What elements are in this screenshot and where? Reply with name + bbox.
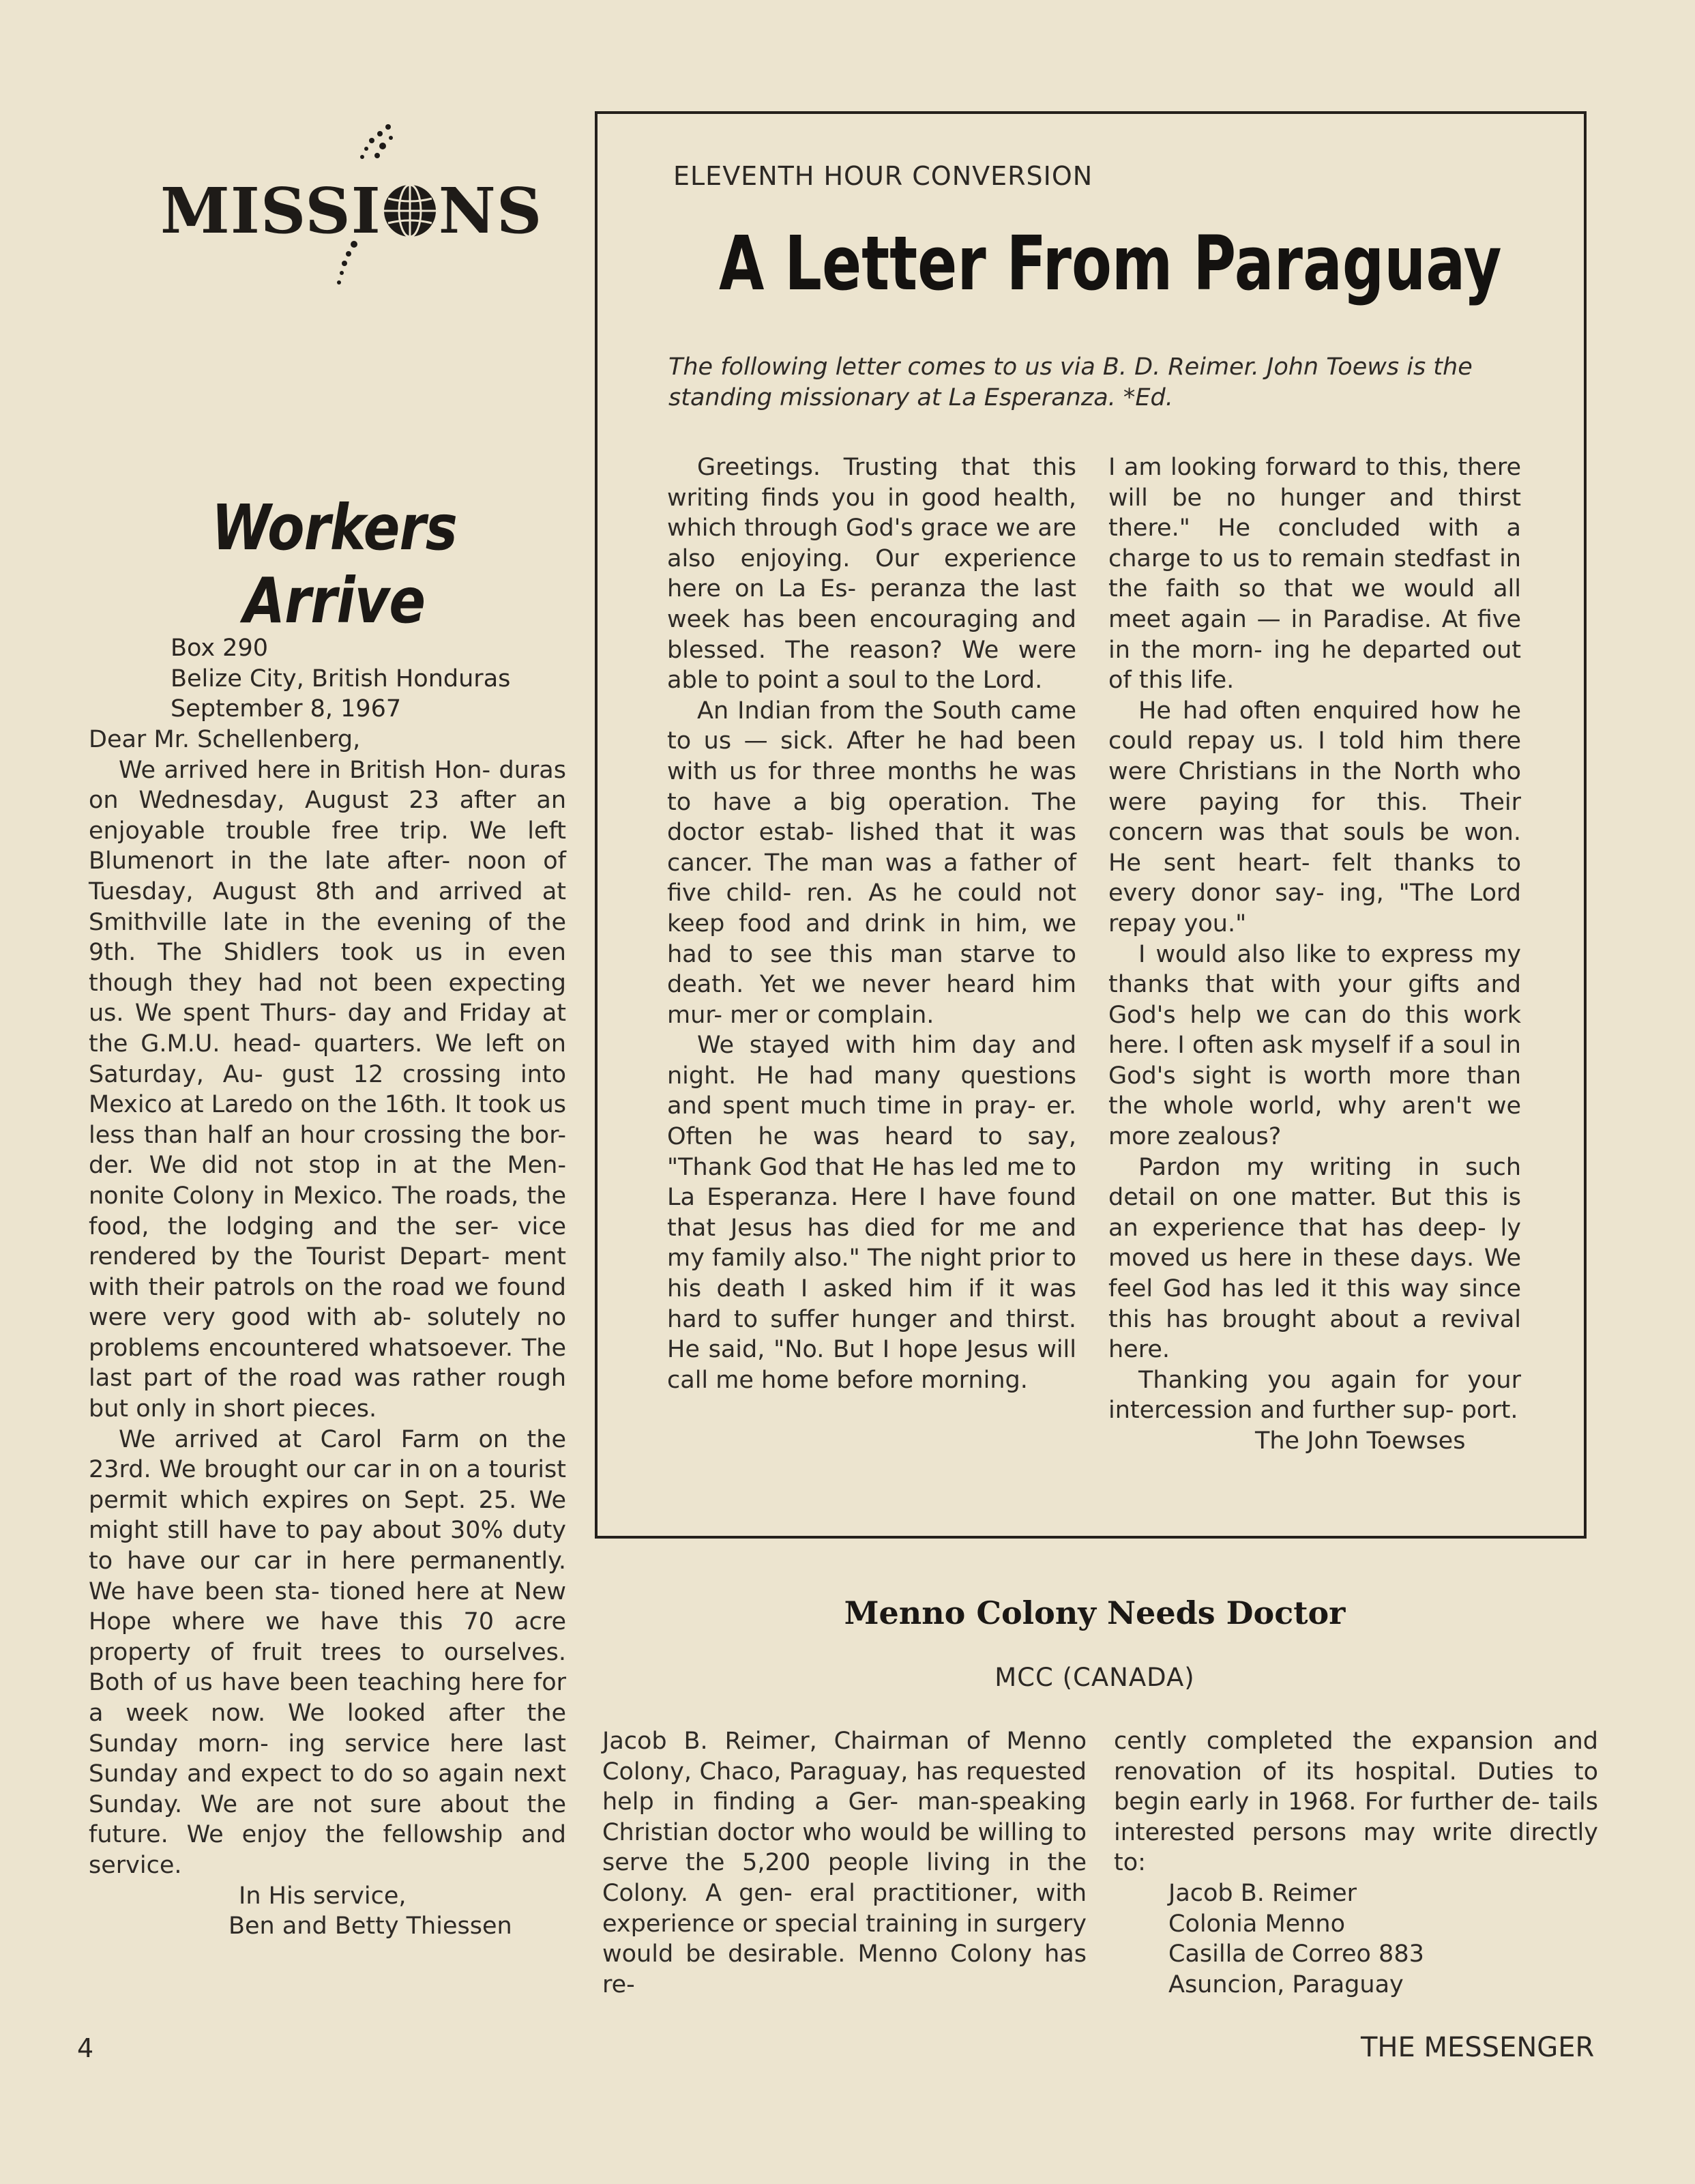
missions-wordmark: MISSI NS (160, 174, 543, 248)
globe-icon (381, 182, 439, 239)
paragraph: Pardon my writing in such detail on one matter. But this is an experience that has deep- ly moved us here in these days. We feel God has led it this way since this has brought about a revival here. (1108, 1153, 1521, 1364)
letter-intro: The following letter comes to us via B. D. Reimer. John Toews is the standing missionary at La Esperanza. *Ed. (668, 353, 1473, 411)
address-line: September 8, 1967 (171, 695, 402, 723)
magazine-name: THE MESSENGER (1361, 2032, 1595, 2063)
menno-source: MCC (CANADA) (994, 1663, 1195, 1692)
paragraph: Jacob B. Reimer, Chairman of Menno Colony, Chaco, Paraguay, has requested help in finding a Ger- man-speaking Christian doctor who would be willing to serve the 5,200 people living in the Colony. A gen- eral practitioner, with experience or special training in surgery would be desirable. Menno Colony has re- (602, 1728, 1087, 1998)
letter-column-1 (667, 452, 1076, 1395)
address-line: Belize City, British Honduras (171, 665, 511, 693)
workers-address-block (171, 633, 510, 725)
paragraph: I would also like to express my thanks that with your gifts and God's help we can do this work here. I often ask myself if a soul in God's sight is worth more than the whole world, why aren't we more zealous? (1108, 940, 1521, 1151)
page-number: 4 (77, 2033, 94, 2063)
signature: Ben and Betty Thiessen (229, 1912, 512, 1940)
signature: The John Toewses (1255, 1427, 1466, 1455)
paragraph: I am looking forward to this, there will be no hunger and thirst there." He concluded with a charge to us to remain stedfast in the faith so that we would all meet again — in Paradise. At five in the morn- ing he departed out of this life. (1108, 454, 1521, 695)
address-line: Colonia Menno (1168, 1910, 1345, 1938)
menno-address-block (1114, 1878, 1598, 2000)
address-line: Box 290 (171, 635, 268, 662)
letter-column-2 (1108, 452, 1521, 1457)
salutation: Dear Mr. Schellenberg, (89, 726, 361, 753)
address-line: Jacob B. Reimer (1168, 1879, 1357, 1907)
workers-arrive-letter (89, 725, 566, 1942)
paragraph: He had often enquired how he could repay us. I told him there were Christians in the North who were paying for this. Their concern was that souls be won. He sent heart- felt thanks to every donor say- ing, "The Lord repay you." (1108, 697, 1521, 937)
paragraph: An Indian from the South came to us — sick. After he had been with us for three months he was to have a big operation. The doctor estab- lished that it was cancer. The man was a father of five child- ren. As he could not keep food and drink in him, we had to see this man starve to death. Yet we never heard him mur- mer or complain. (667, 697, 1076, 1029)
paragraph: We arrived here in British Hon- duras on Wednesday, August 23 after an enjoyable trouble free trip. We left Blumenort in the late after- noon of Tuesday, August 8th and arrived at Smithville late in the evening of the 9th. The Shidlers took us in even though they had not been expecting us. We spent Thurs- day and Friday at the G.M.U. head- quarters. We left on Saturday, Au- gust 12 crossing into Mexico at Laredo on the 16th. It took us less than half an hour crossing the bor- der. We did not stop in at the Men- nonite Colony in Mexico. The roads, the food, the lodging and the ser- vice rendered by the Tourist Depart- ment with their patrols on the road we found were very good with ab- solutely no problems encountered whatsoever. The last part of the road was rather rough but only in short pieces. (89, 756, 566, 1423)
address-line: Asuncion, Paraguay (1168, 1970, 1404, 1998)
paragraph: Thanking you again for your intercession and further sup- port. (1108, 1366, 1521, 1425)
menno-title: Menno Colony Needs Doctor (844, 1595, 1346, 1631)
address-line: Casilla de Correo 883 (1168, 1940, 1424, 1968)
closing: In His service, (239, 1882, 407, 1910)
letter-kicker: ELEVENTH HOUR CONVERSION (673, 161, 1093, 191)
workers-arrive-title: Workers Arrive (211, 491, 457, 637)
paragraph: cently completed the expansion and renovation of its hospital. Duties to begin early in 1968. For further de- tails interested persons may write directly to: (1114, 1728, 1598, 1877)
menno-column-2 (1114, 1726, 1598, 2000)
paragraph: Greetings. Trusting that this writing finds you in good health, which through God's grace we are also enjoying. Our experience here on La Es- peranza the last week has been encouraging and blessed. The reason? We were able to point a soul to the Lord. (667, 454, 1076, 695)
menno-column-1 (602, 1726, 1087, 2000)
letter-title: A Letter From Paraguay (719, 220, 1502, 307)
paragraph: We stayed with him day and night. He had many questions and spent much time in pray- er. Often he was heard to say, "Thank God that He has led me to La Esperanza. Here I have found that Jesus has died for me and my family also." The night prior to his death I asked him if it was hard to suffer hunger and thirst. He said, "No. But I hope Jesus will call me home before morning. (667, 1032, 1076, 1394)
paragraph: We arrived at Carol Farm on the 23rd. We brought our car in on a tourist permit which expires on Sept. 25. We might still have to pay about 30% duty to have our car in here permanently. We have been sta- tioned here at New Hope where we have this 70 acre property of fruit trees to ourselves. Both of us have been teaching here for a week now. We looked after the Sunday morn- ing service here last Sunday and expect to do so again next Sunday. We are not sure about the future. We enjoy the fellowship and service. (89, 1425, 566, 1879)
missions-logo (160, 123, 543, 287)
